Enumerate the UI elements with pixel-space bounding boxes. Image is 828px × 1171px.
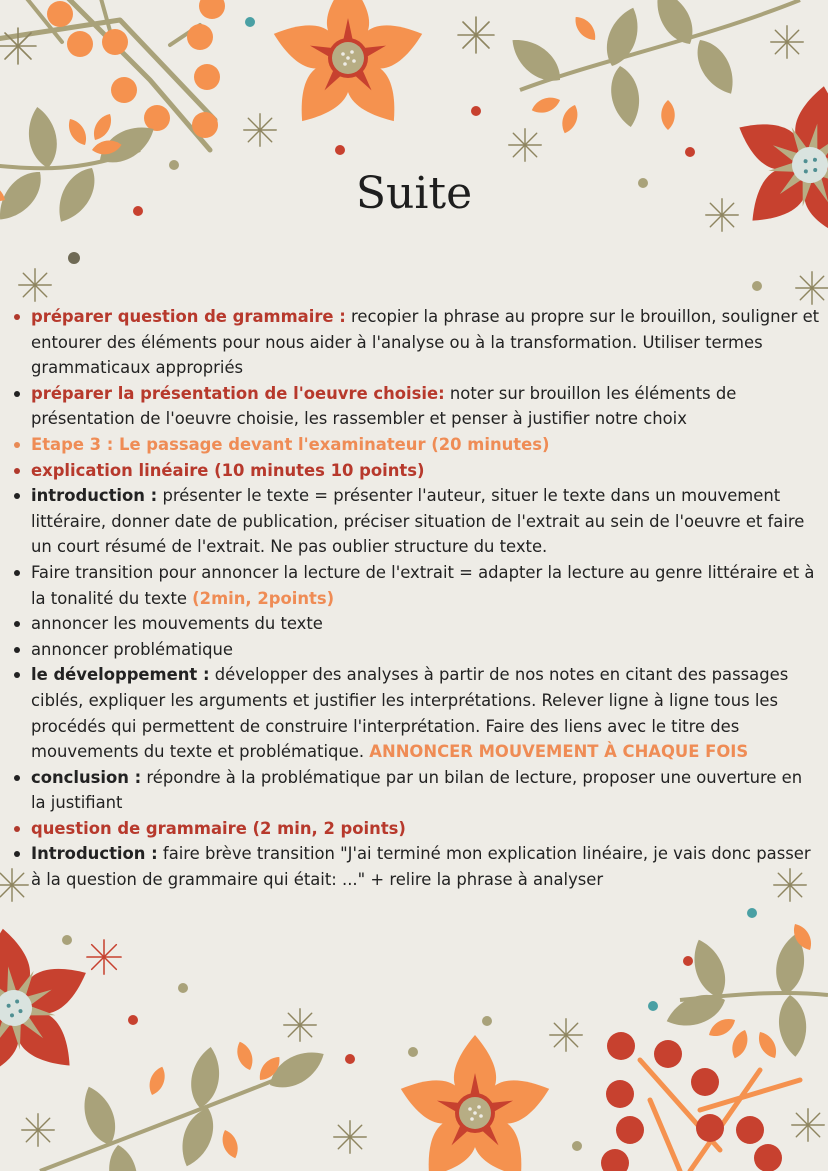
notes-list <box>8 304 820 893</box>
item-heading: introduction : <box>31 486 158 506</box>
list-item <box>8 816 820 842</box>
item-heading: explication linéaire (10 minutes 10 points) <box>31 460 425 480</box>
item-heading: préparer question de grammaire : <box>31 307 346 326</box>
item-text: présenter le texte = présenter l'auteur, situer le texte dans un mouvement littéraire, donner date de publication, préciser situation de l'extrait au sein de l'oeuvre et faire un court résumé de l'extrait. Ne pas oublier structure du texte. <box>31 486 805 557</box>
list-item <box>8 765 820 816</box>
item-text: faire brève transition "J'ai terminé mon explication linéaire, je vais donc passer à la question de grammaire qui était: ..." + relire la phrase à analyser <box>31 844 811 890</box>
flower-icon <box>394 1035 555 1171</box>
leaf-icon <box>40 1040 330 1171</box>
item-heading: conclusion : <box>31 767 142 787</box>
list-item <box>8 560 820 611</box>
item-heading: le développement : <box>31 665 210 685</box>
flower-icon <box>267 0 428 134</box>
item-heading: Introduction : <box>31 844 158 864</box>
item-highlight: (2min, 2points) <box>192 588 335 608</box>
item-text: Faire transition pour annoncer la lecture de l'extrait = adapter la lecture au genre littéraire et à la tonalité du texte <box>31 562 815 608</box>
list-item <box>8 841 820 892</box>
list-item <box>8 381 820 432</box>
notes-list-container <box>8 304 820 893</box>
item-text: recopier la phrase au propre sur le brouillon, souligner et entourer des éléments pour nous aider à l'analyse ou à la transformation. Utiliser termes grammaticaux appropriés <box>31 307 820 378</box>
list-item <box>8 611 820 637</box>
item-text: répondre à la problématique par un bilan de lecture, proposer une ouverture en la justifiant <box>31 767 803 813</box>
list-item <box>8 304 820 381</box>
leaf-icon <box>504 0 800 135</box>
list-item <box>8 432 820 458</box>
flower-icon <box>0 917 107 1096</box>
list-item <box>8 662 820 764</box>
item-heading: Etape 3 : Le passage devant l'examinateur (20 minutes) <box>31 434 550 454</box>
flower-icon <box>715 72 828 255</box>
leaf-icon <box>662 921 828 1062</box>
item-heading: préparer la présentation de l'oeuvre choisie: <box>31 383 445 403</box>
item-text: développer des analyses à partir de nos notes en citant des passages ciblés, expliquer les arguments et justifier les interprétations. Relever ligne à ligne tous les procédés qui permettent de construire l'interprétation. Faire des liens avec le titre des mouvements du texte et problématique. <box>31 665 789 762</box>
list-item <box>8 637 820 663</box>
item-heading: question de grammaire (2 min, 2 points) <box>31 818 406 838</box>
item-text: annoncer problématique <box>31 639 234 659</box>
item-text: annoncer les mouvements du texte <box>31 614 323 634</box>
list-item <box>8 458 820 484</box>
item-text: noter sur brouillon les éléments de présentation de l'oeuvre choisie, les rassembler et penser à justifier notre choix <box>31 383 737 429</box>
item-highlight: ANNONCER MOUVEMENT À CHAQUE FOIS <box>369 742 749 762</box>
list-item <box>8 483 820 560</box>
page-title: Suite <box>355 168 473 219</box>
